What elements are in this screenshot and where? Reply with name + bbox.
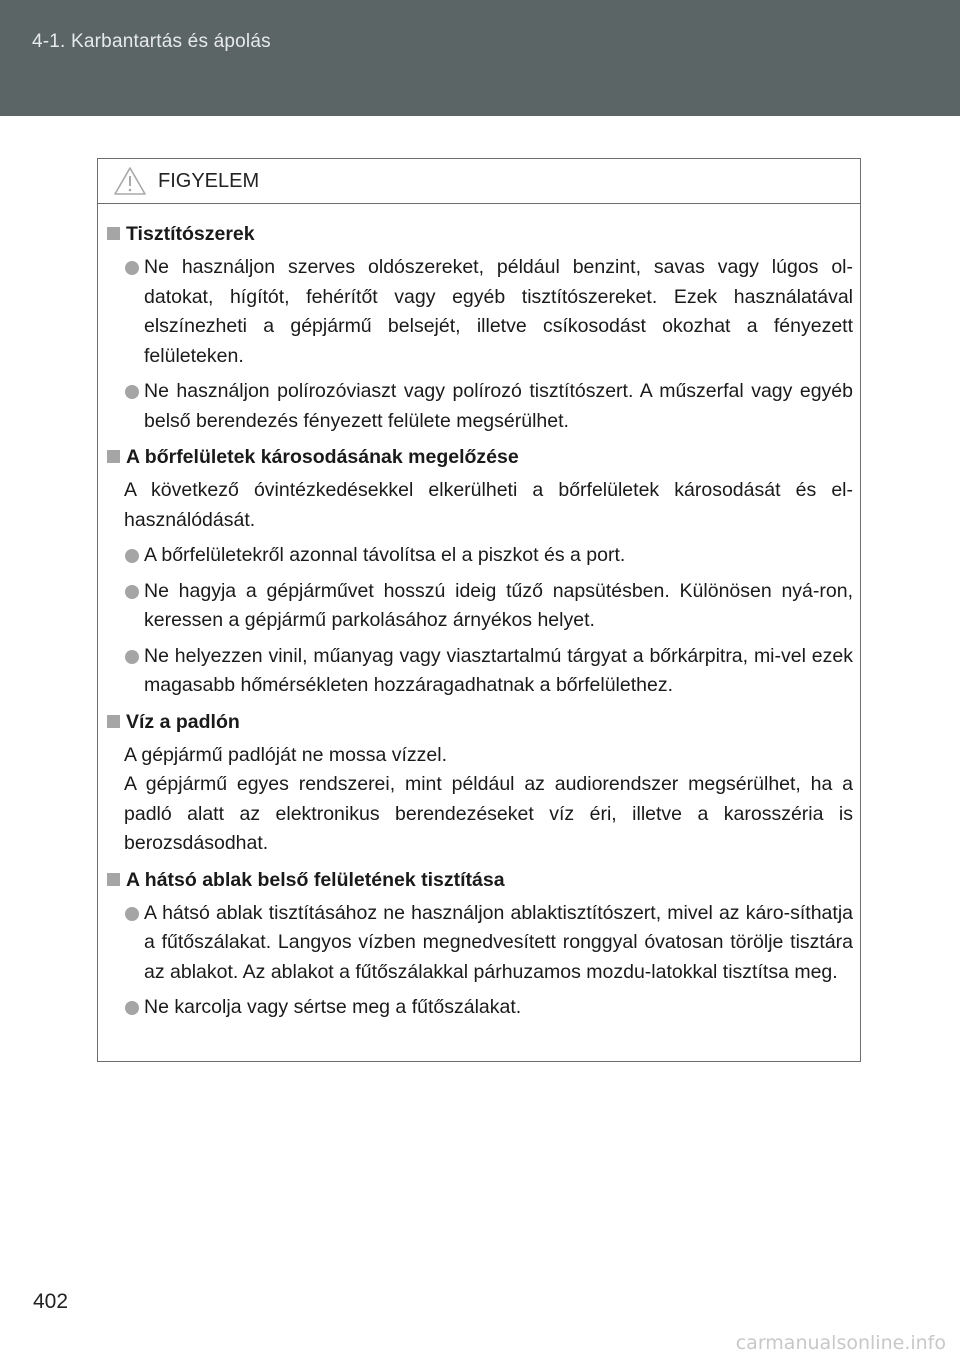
list-item: Ne hagyja a gépjárművet hosszú ideig tűző napsütésben. Különösen nyá-ron, keressen a gépjármű parkolásához árnyékos helyet. xyxy=(98,577,860,636)
list-item: Ne használjon polírozóviaszt vagy polírozó tisztítószert. A műszerfal vagy egyéb belső berendezés fényezett felülete megsérülhet. xyxy=(98,377,860,436)
warning-triangle-icon xyxy=(113,166,147,196)
list-item: A hátsó ablak tisztításához ne használjon ablaktisztítószert, mivel az káro-síthatja a fűtőszálakat. Langyos vízben megnedvesített ronggyal óvatosan törölje tisztára az ablakot. Az ablakot a fűtőszálakkal párhuzamos mozdu-latokkal tisztítsa meg. xyxy=(98,899,860,988)
watermark: carmanualsonline.info xyxy=(735,1332,946,1354)
square-bullet-icon xyxy=(107,715,120,728)
section-title: A bőrfelületek károsodásának megelőzése xyxy=(101,442,860,472)
list-item: Ne használjon szerves oldószereket, például benzint, savas vagy lúgos ol-datokat, hígítót, fehérítőt vagy egyéb tisztítószereket. Ezek használatával elszínezheti a gépjármű belsejét, illetve csíkosodást okozhat a fényezett felületeken. xyxy=(98,253,860,371)
circle-bullet-icon xyxy=(125,585,139,599)
chapter-title: 4-1. Karbantartás és ápolás xyxy=(32,31,271,52)
warning-box xyxy=(97,158,861,1062)
square-bullet-icon xyxy=(107,227,120,240)
page-number: 402 xyxy=(33,1290,69,1313)
section-title: A hátsó ablak belső felületének tisztítása xyxy=(101,865,860,895)
circle-bullet-icon xyxy=(125,907,139,921)
section-intro: A következő óvintézkedésekkel elkerülheti a bőrfelületek károsodását és el-használódását. xyxy=(124,479,853,531)
square-bullet-icon xyxy=(107,450,120,463)
section-title: Víz a padlón xyxy=(101,707,860,737)
section-title: Tisztítószerek xyxy=(101,219,860,249)
header-bar xyxy=(0,0,960,116)
warning-header xyxy=(98,159,860,204)
circle-bullet-icon xyxy=(125,261,139,275)
warning-body xyxy=(98,219,860,1029)
circle-bullet-icon xyxy=(125,549,139,563)
warning-label: FIGYELEM xyxy=(158,170,260,192)
circle-bullet-icon xyxy=(125,385,139,399)
circle-bullet-icon xyxy=(125,650,139,664)
section-paragraph: A gépjármű egyes rendszerei, mint például az audiorendszer megsérülhet, ha a padló alatt az elektronikus berendezéseket víz éri, illetve a karosszéria is berozsdásodhat. xyxy=(124,773,853,854)
square-bullet-icon xyxy=(107,873,120,886)
list-item: Ne karcolja vagy sértse meg a fűtőszálakat. xyxy=(98,993,860,1023)
section-paragraph: A gépjármű padlóját ne mossa vízzel. xyxy=(124,743,448,766)
circle-bullet-icon xyxy=(125,1001,139,1015)
list-item: Ne helyezzen vinil, műanyag vagy viasztartalmú tárgyat a bőrkárpitra, mi-vel ezek magasabb hőmérsékleten hozzáragadhatnak a bőrfelülethez. xyxy=(98,642,860,701)
list-item: A bőrfelületekről azonnal távolítsa el a piszkot és a port. xyxy=(98,541,860,571)
